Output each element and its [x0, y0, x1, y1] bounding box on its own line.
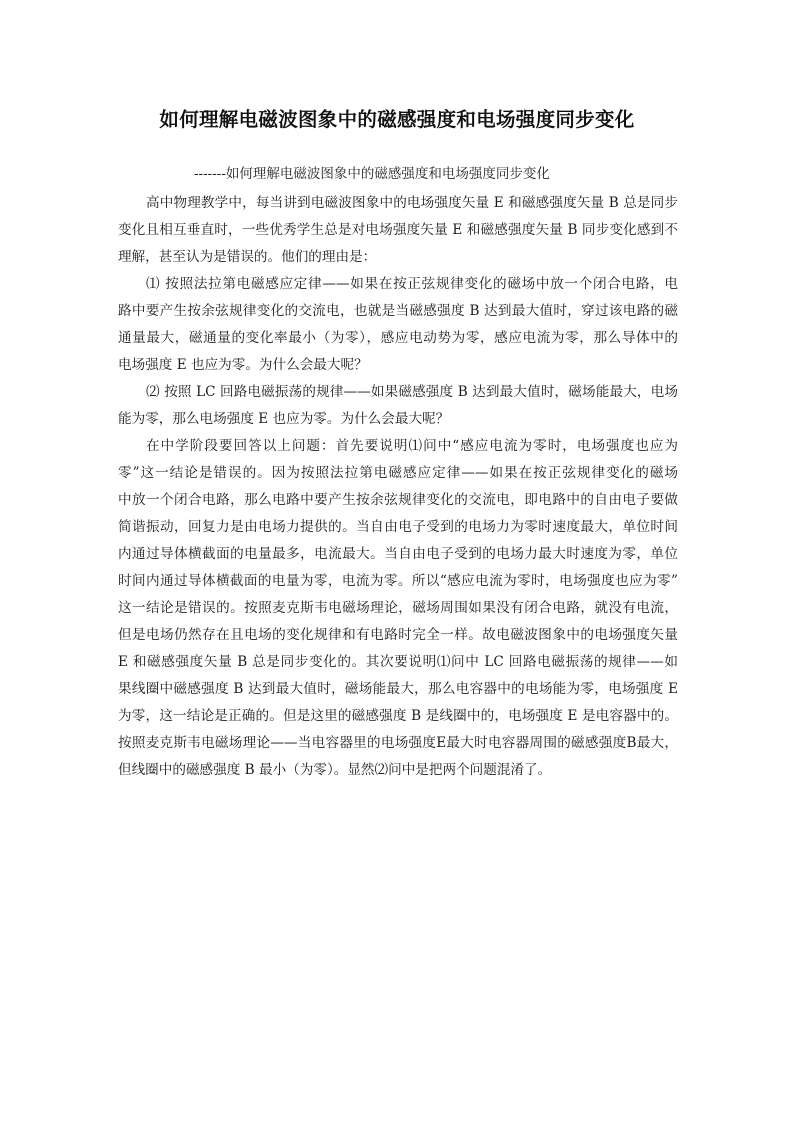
text-line: E 和磁感强度矢量 B 总是同步变化的。其次要说明⑴问中 LC 回路电磁振荡的规律——如: [118, 654, 678, 670]
document-title: 如何理解电磁波图象中的磁感强度和电场强度同步变化: [159, 108, 635, 131]
text-line: 按照麦克斯韦电磁场理论——当电容器里的电场强度E最大时电容器周围的磁感强度B最大，: [118, 735, 678, 751]
text-line: 路中要产生按余弦规律变化的交流电，也就是当磁感强度 B 达到最大值时，穿过该电路的磁: [118, 303, 678, 319]
text-line: 变化且相互垂直时，一些优秀学生总是对电场强度矢量 E 和磁感强度矢量 B 同步变化感到不: [118, 222, 678, 238]
text-line: 在中学阶段要回答以上问题：首先要说明⑴问中“感应电流为零时，电场强度也应为: [146, 438, 678, 454]
text-line: 高中物理教学中，每当讲到电磁波图象中的电场强度矢量 E 和磁感强度矢量 B 总是同步: [146, 195, 678, 211]
text-line: 简谐振动，回复力是由电场力提供的。当自由电子受到的电场力为零时速度最大，单位时间: [118, 519, 678, 535]
text-line: ⑵ 按照 LC 回路电磁振荡的规律——如果磁感强度 B 达到最大值时，磁场能最大，电场: [146, 384, 678, 400]
text-line: 但是电场仍然存在且电场的变化规律和有电路时完全一样。故电磁波图象中的电场强度矢量: [118, 627, 678, 643]
document-subtitle: -------如何理解电磁波图象中的磁感强度和电场强度同步变化: [194, 166, 550, 182]
text-line: 但线圈中的磁感强度 B 最小（为零）。显然⑵问中是把两个问题混淆了。: [118, 762, 552, 778]
text-line: ⑴ 按照法拉第电磁感应定律——如果在按正弦规律变化的磁场中放一个闭合电路，电: [146, 276, 678, 292]
text-line: 时间内通过导体横截面的电量为零，电流为零。所以“感应电流为零时，电场强度也应为零”: [118, 573, 678, 589]
text-line: 这一结论是错误的。按照麦克斯韦电磁场理论，磁场周围如果没有闭合电路，就没有电流，: [118, 600, 678, 616]
text-line: 能为零，那么电场强度 E 也应为零。为什么会最大呢？: [118, 411, 450, 427]
text-line: 为零，这一结论是正确的。但是这里的磁感强度 B 是线圈中的，电场强度 E 是电容器中的。: [118, 708, 678, 724]
document-body: [118, 190, 678, 784]
text-line: 果线圈中磁感强度 B 达到最大值时，磁场能最大，那么电容器中的电场能为零，电场强度 E: [118, 681, 678, 697]
text-line: 内通过导体横截面的电量最多，电流最大。当自由电子受到的电场力最大时速度为零，单位: [118, 546, 678, 562]
text-line: 电场强度 E 也应为零。为什么会最大呢？: [118, 357, 368, 373]
text-line: 理解，甚至认为是错误的。他们的理由是：: [118, 249, 377, 265]
text-line: 中放一个闭合电路，那么电路中要产生按余弦规律变化的交流电，即电路中的自由电子要做: [118, 492, 678, 508]
text-line: 零”这一结论是错误的。因为按照法拉第电磁感应定律——如果在按正弦规律变化的磁场: [118, 465, 678, 481]
text-line: 通量最大，磁通量的变化率最小（为零），感应电动势为零，感应电流为零，那么导体中的: [118, 330, 678, 346]
